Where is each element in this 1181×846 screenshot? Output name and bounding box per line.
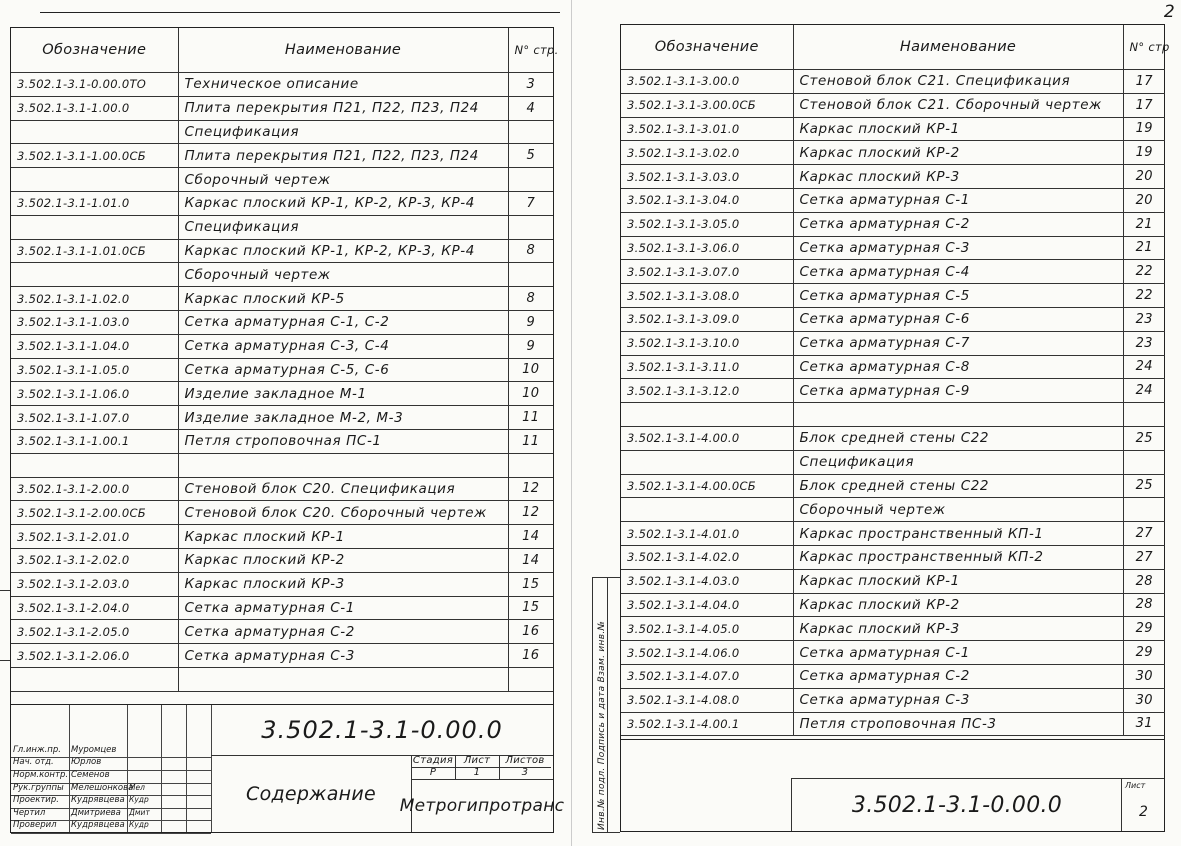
left-title-block <box>11 704 565 832</box>
right-title-block <box>621 739 1164 831</box>
page-cell: 4 <box>508 96 553 120</box>
page-number: 2 <box>1163 2 1175 22</box>
name-cell: Сетка арматурная С-2 <box>793 664 1123 688</box>
name-cell: Сборочный чертеж <box>793 498 1123 522</box>
name-cell: Блок средней стены С22 <box>793 474 1123 498</box>
stage-value: Р <box>411 767 456 779</box>
name-cell: Сетка арматурная С-9 <box>793 379 1123 403</box>
designation-cell: 3.502.1-3.1-3.12.0 <box>621 379 793 403</box>
designation-cell: 3.502.1-3.1-3.00.0 <box>621 70 793 94</box>
name-cell: Каркас пространственный КП-2 <box>793 545 1123 569</box>
table-row <box>11 406 553 430</box>
page-cell: 12 <box>508 501 553 525</box>
role-label: Проверил <box>13 820 57 831</box>
page-cell: 20 <box>1123 165 1165 189</box>
designation-cell: 3.502.1-3.1-4.08.0 <box>621 688 793 712</box>
stage-sheet-cells <box>411 755 553 779</box>
table-row <box>11 429 553 453</box>
page-cell: 28 <box>1123 569 1165 593</box>
table-row <box>621 236 1165 260</box>
page-cell: 15 <box>508 596 553 620</box>
page-cell: 25 <box>1123 426 1165 450</box>
name-cell <box>793 403 1123 427</box>
name-cell: Спецификация <box>793 450 1123 474</box>
name-cell: Сетка арматурная С-3 <box>793 236 1123 260</box>
designation-cell: 3.502.1-3.1-4.04.0 <box>621 593 793 617</box>
page-cell: 11 <box>508 429 553 453</box>
page-cell: 31 <box>1123 712 1165 736</box>
table-row <box>621 165 1165 189</box>
designation-cell: 3.502.1-3.1-2.04.0 <box>11 596 178 620</box>
table-row <box>11 191 553 215</box>
name-cell: Каркас плоский КР-2 <box>793 593 1123 617</box>
designation-cell <box>621 450 793 474</box>
designation-cell: 3.502.1-3.1-3.09.0 <box>621 307 793 331</box>
page-fold <box>571 0 572 846</box>
page-cell: 10 <box>508 358 553 382</box>
name-cell: Сетка арматурная С-1, С-2 <box>178 310 508 334</box>
name-header: Наименование <box>793 25 1123 70</box>
table-row <box>11 120 553 144</box>
page-cell: 29 <box>1123 641 1165 665</box>
page-cell: 30 <box>1123 688 1165 712</box>
name-cell: Сетка арматурная С-6 <box>793 307 1123 331</box>
name-cell: Изделие закладное М-1 <box>178 382 508 406</box>
name-cell: Сетка арматурная С-5, С-6 <box>178 358 508 382</box>
sheets-value: 3 <box>521 767 529 778</box>
page-cell <box>1123 403 1165 427</box>
designation-cell: 3.502.1-3.1-4.01.0 <box>621 522 793 546</box>
designation-cell <box>11 120 178 144</box>
page-cell: 11 <box>508 406 553 430</box>
name-cell: Каркас плоский КР-1 <box>793 569 1123 593</box>
page-cell: 15 <box>508 572 553 596</box>
table-row <box>11 358 553 382</box>
sheet-cell <box>1121 778 1164 831</box>
designation-cell <box>621 403 793 427</box>
name-cell: Каркас плоский КР-1 <box>178 525 508 549</box>
table-row <box>621 688 1165 712</box>
designation-cell <box>11 263 178 287</box>
designation-cell: 3.502.1-3.1-3.07.0 <box>621 260 793 284</box>
role-label: Рук.группы <box>13 782 64 793</box>
designation-cell: 3.502.1-3.1-2.06.0 <box>11 644 178 668</box>
table-row <box>621 545 1165 569</box>
name-cell: Каркас плоский КР-1 <box>793 117 1123 141</box>
designation-cell <box>11 168 178 192</box>
name-cell: Каркас плоский КР-3 <box>178 572 508 596</box>
document-code: 3.502.1-3.1-0.00.0 <box>791 778 1122 831</box>
person-name: Кудрявцева <box>71 820 125 831</box>
name-cell: Каркас плоский КР-3 <box>793 617 1123 641</box>
designation-cell <box>621 498 793 522</box>
name-cell: Сетка арматурная С-1 <box>793 188 1123 212</box>
page-cell: 10 <box>508 382 553 406</box>
designation-cell: 3.502.1-3.1-3.08.0 <box>621 284 793 308</box>
designation-cell: 3.502.1-3.1-1.03.0 <box>11 310 178 334</box>
name-cell: Каркас плоский КР-3 <box>793 165 1123 189</box>
table-row <box>621 426 1165 450</box>
table-row <box>11 263 553 287</box>
table-row <box>11 620 553 644</box>
table-row <box>11 382 553 406</box>
table-row <box>621 593 1165 617</box>
page-cell: 22 <box>1123 260 1165 284</box>
name-cell: Стеновой блок С20. Сборочный чертеж <box>178 501 508 525</box>
name-cell: Сетка арматурная С-3 <box>178 644 508 668</box>
name-cell: Сборочный чертеж <box>178 263 508 287</box>
table-row <box>621 498 1165 522</box>
page-cell <box>508 120 553 144</box>
sheet-label: Лист <box>455 755 500 768</box>
designation-cell <box>11 453 178 477</box>
page-cell: 16 <box>508 620 553 644</box>
page-cell: 9 <box>508 310 553 334</box>
table-row <box>621 403 1165 427</box>
table-row <box>621 331 1165 355</box>
table-row <box>11 548 553 572</box>
person-name: Муромцев <box>71 744 117 755</box>
name-cell: Каркас плоский КР-2 <box>793 141 1123 165</box>
signature-row <box>11 745 211 759</box>
designation-cell: 3.502.1-3.1-3.03.0 <box>621 165 793 189</box>
title-block-line <box>161 705 162 832</box>
table-row <box>11 477 553 501</box>
designation-cell: 3.502.1-3.1-4.07.0 <box>621 664 793 688</box>
designation-cell: 3.502.1-3.1-3.00.0СБ <box>621 93 793 117</box>
table-row <box>621 70 1165 94</box>
name-cell: Сетка арматурная С-2 <box>178 620 508 644</box>
designation-cell: 3.502.1-3.1-4.00.0СБ <box>621 474 793 498</box>
table-row <box>11 525 553 549</box>
designation-cell: 3.502.1-3.1-2.01.0 <box>11 525 178 549</box>
page-cell: 14 <box>508 548 553 572</box>
left-sheet <box>10 27 565 833</box>
signature: Кудр <box>129 795 149 805</box>
person-name: Мелешонкова <box>71 782 134 793</box>
name-cell: Плита перекрытия П21, П22, П23, П24 <box>178 96 508 120</box>
page-cell: 3 <box>508 73 553 97</box>
designation-cell: 3.502.1-3.1-2.00.0СБ <box>11 501 178 525</box>
document-code: 3.502.1-3.1-0.00.0 <box>211 705 553 756</box>
designation-cell: 3.502.1-3.1-1.06.0 <box>11 382 178 406</box>
role-label: Проектир. <box>13 795 59 806</box>
designation-cell: 3.502.1-3.1-4.05.0 <box>621 617 793 641</box>
page-cell <box>508 667 553 691</box>
table-row <box>11 644 553 668</box>
designation-cell: 3.502.1-3.1-1.05.0 <box>11 358 178 382</box>
name-cell <box>178 667 508 691</box>
designation-cell: 3.502.1-3.1-1.02.0 <box>11 287 178 311</box>
table-row <box>621 188 1165 212</box>
designation-cell: 3.502.1-3.1-3.05.0 <box>621 212 793 236</box>
name-cell: Плита перекрытия П21, П22, П23, П24 <box>178 144 508 168</box>
signature-row <box>11 783 211 797</box>
page-cell: 27 <box>1123 522 1165 546</box>
name-cell: Стеновой блок С21. Сборочный чертеж <box>793 93 1123 117</box>
table-row <box>11 334 553 358</box>
designation-cell: 3.502.1-3.1-2.05.0 <box>11 620 178 644</box>
table-row <box>11 239 553 263</box>
designation-cell <box>11 667 178 691</box>
name-cell <box>178 453 508 477</box>
page-cell: 7 <box>508 191 553 215</box>
name-cell: Стеновой блок С20. Спецификация <box>178 477 508 501</box>
page-cell <box>1123 498 1165 522</box>
page-cell: 8 <box>508 287 553 311</box>
table-row <box>621 284 1165 308</box>
name-cell: Техническое описание <box>178 73 508 97</box>
page-cell: 23 <box>1123 331 1165 355</box>
signature-row <box>11 820 211 834</box>
designation-cell: 3.502.1-3.1-3.06.0 <box>621 236 793 260</box>
name-cell: Сетка арматурная С-3 <box>793 688 1123 712</box>
margin-tick <box>0 660 10 661</box>
name-cell: Каркас плоский КР-5 <box>178 287 508 311</box>
page-cell <box>508 215 553 239</box>
designation-header: Обозначение <box>11 28 178 73</box>
table-header-row <box>621 25 1165 70</box>
designation-cell: 3.502.1-3.1-4.03.0 <box>621 569 793 593</box>
name-header: Наименование <box>178 28 508 73</box>
table-row <box>621 641 1165 665</box>
designation-cell: 3.502.1-3.1-1.04.0 <box>11 334 178 358</box>
designation-header: Обозначение <box>621 25 793 70</box>
name-cell: Каркас плоский КР-1, КР-2, КР-3, КР-4 <box>178 239 508 263</box>
table-row <box>621 664 1165 688</box>
page-cell: 23 <box>1123 307 1165 331</box>
page-cell: 27 <box>1123 545 1165 569</box>
stage-label: Стадия <box>411 755 456 768</box>
designation-cell: 3.502.1-3.1-2.02.0 <box>11 548 178 572</box>
organization-name: Метрогипротранс <box>411 779 553 832</box>
designation-cell: 3.502.1-3.1-1.07.0 <box>11 406 178 430</box>
name-cell: Изделие закладное М-2, М-3 <box>178 406 508 430</box>
table-row <box>11 287 553 311</box>
table-row <box>11 215 553 239</box>
page-cell: 19 <box>1123 141 1165 165</box>
designation-cell <box>11 215 178 239</box>
role-label: Норм.контр. <box>13 770 69 780</box>
name-cell: Сетка арматурная С-2 <box>793 212 1123 236</box>
page-cell: 30 <box>1123 664 1165 688</box>
name-cell: Каркас плоский КР-1, КР-2, КР-3, КР-4 <box>178 191 508 215</box>
sheet-label: Лист <box>1125 781 1146 790</box>
role-label: Нач. отд. <box>13 757 54 768</box>
designation-cell: 3.502.1-3.1-1.00.0СБ <box>11 144 178 168</box>
page-cell: 21 <box>1123 212 1165 236</box>
page-cell: 22 <box>1123 284 1165 308</box>
designation-cell: 3.502.1-3.1-3.11.0 <box>621 355 793 379</box>
designation-cell: 3.502.1-3.1-2.03.0 <box>11 572 178 596</box>
name-cell: Стеновой блок С21. Спецификация <box>793 70 1123 94</box>
page-cell: 17 <box>1123 93 1165 117</box>
left-contents-table <box>11 28 559 692</box>
table-row <box>11 310 553 334</box>
designation-cell: 3.502.1-3.1-3.04.0 <box>621 188 793 212</box>
name-cell: Сетка арматурная С-4 <box>793 260 1123 284</box>
page-header: N° стр <box>1123 25 1165 70</box>
table-row <box>621 450 1165 474</box>
page-cell: 24 <box>1123 379 1165 403</box>
document-title: Содержание <box>211 755 412 832</box>
table-row <box>621 522 1165 546</box>
table-row <box>621 307 1165 331</box>
designation-cell: 3.502.1-3.1-3.02.0 <box>621 141 793 165</box>
table-row <box>11 572 553 596</box>
signature-row <box>11 757 211 771</box>
designation-cell: 3.502.1-3.1-4.00.1 <box>621 712 793 736</box>
page-cell: 14 <box>508 525 553 549</box>
top-rule <box>40 12 560 13</box>
table-row <box>621 93 1165 117</box>
designation-cell: 3.502.1-3.1-2.00.0 <box>11 477 178 501</box>
page-cell <box>508 168 553 192</box>
name-cell: Сборочный чертеж <box>178 168 508 192</box>
designation-cell: 3.502.1-3.1-4.06.0 <box>621 641 793 665</box>
title-block-line <box>69 705 70 832</box>
signature: Дмит <box>129 807 150 817</box>
table-row <box>11 168 553 192</box>
page-cell: 19 <box>1123 117 1165 141</box>
person-name: Дмитриева <box>71 807 121 818</box>
table-row <box>621 117 1165 141</box>
designation-cell: 3.502.1-3.1-1.01.0СБ <box>11 239 178 263</box>
right-contents-table <box>621 25 1170 736</box>
name-cell: Блок средней стены С22 <box>793 426 1123 450</box>
sheets-label: Листов <box>499 755 551 768</box>
person-name: Кудрявцева <box>71 795 125 806</box>
page-cell: 25 <box>1123 474 1165 498</box>
page-cell: 16 <box>508 644 553 668</box>
name-cell: Петля строповочная ПС-3 <box>793 712 1123 736</box>
table-row <box>621 617 1165 641</box>
signature-row <box>11 770 211 784</box>
title-block-line <box>127 705 128 832</box>
sheet-value: 1 <box>455 767 500 779</box>
table-row <box>11 501 553 525</box>
table-row <box>621 355 1165 379</box>
name-cell: Сетка арматурная С-5 <box>793 284 1123 308</box>
table-row <box>621 260 1165 284</box>
name-cell: Каркас плоский КР-2 <box>178 548 508 572</box>
binding-strip <box>592 577 620 833</box>
name-cell: Сетка арматурная С-1 <box>793 641 1123 665</box>
page-cell: 20 <box>1123 188 1165 212</box>
table-row <box>11 667 553 691</box>
signature-row <box>11 808 211 822</box>
table-row <box>11 73 553 97</box>
designation-cell: 3.502.1-3.1-1.00.1 <box>11 429 178 453</box>
page-cell: 24 <box>1123 355 1165 379</box>
signature: Мел <box>129 782 145 792</box>
table-row <box>11 96 553 120</box>
page-cell: 29 <box>1123 617 1165 641</box>
signature-row <box>11 795 211 809</box>
page-cell: 5 <box>508 144 553 168</box>
page-cell: 21 <box>1123 236 1165 260</box>
binding-strip-labels: Инв.№ подл. Подпись и дата Взам. инв.№ <box>597 620 607 830</box>
page-cell: 17 <box>1123 70 1165 94</box>
person-name: Семенов <box>71 770 110 780</box>
right-sheet <box>620 24 1170 832</box>
table-row <box>621 141 1165 165</box>
designation-cell: 3.502.1-3.1-1.00.0 <box>11 96 178 120</box>
table-row <box>11 596 553 620</box>
designation-cell: 3.502.1-3.1-3.10.0 <box>621 331 793 355</box>
name-cell: Спецификация <box>178 215 508 239</box>
page-cell: 28 <box>1123 593 1165 617</box>
designation-cell: 3.502.1-3.1-4.02.0 <box>621 545 793 569</box>
designation-cell: 3.502.1-3.1-4.00.0 <box>621 426 793 450</box>
margin-tick <box>0 590 10 591</box>
designation-cell: 3.502.1-3.1-3.01.0 <box>621 117 793 141</box>
page-cell: 9 <box>508 334 553 358</box>
name-cell: Сетка арматурная С-1 <box>178 596 508 620</box>
role-label: Гл.инж.пр. <box>13 744 61 755</box>
table-row <box>621 569 1165 593</box>
person-name: Юрлов <box>71 757 102 768</box>
table-row <box>621 712 1165 736</box>
name-cell: Сетка арматурная С-7 <box>793 331 1123 355</box>
name-cell: Сетка арматурная С-3, С-4 <box>178 334 508 358</box>
page-cell <box>508 453 553 477</box>
name-cell: Каркас пространственный КП-1 <box>793 522 1123 546</box>
role-label: Чертил <box>13 807 46 818</box>
name-cell: Петля строповочная ПС-1 <box>178 429 508 453</box>
designation-cell: 3.502.1-3.1-0.00.0ТО <box>11 73 178 97</box>
page-cell: 8 <box>508 239 553 263</box>
table-row <box>621 212 1165 236</box>
title-block-line <box>186 705 187 832</box>
page-cell <box>1123 450 1165 474</box>
table-row <box>11 453 553 477</box>
page-header: N° стр. <box>508 28 553 73</box>
page-cell <box>508 263 553 287</box>
page-cell: 12 <box>508 477 553 501</box>
signature-rows <box>11 705 211 832</box>
table-row <box>11 144 553 168</box>
table-row <box>621 474 1165 498</box>
signature: Кудр <box>129 820 149 830</box>
name-cell: Сетка арматурная С-8 <box>793 355 1123 379</box>
table-header-row <box>11 28 553 73</box>
name-cell: Спецификация <box>178 120 508 144</box>
sheet-value: 2 <box>1139 804 1148 820</box>
designation-cell: 3.502.1-3.1-1.01.0 <box>11 191 178 215</box>
table-row <box>621 379 1165 403</box>
